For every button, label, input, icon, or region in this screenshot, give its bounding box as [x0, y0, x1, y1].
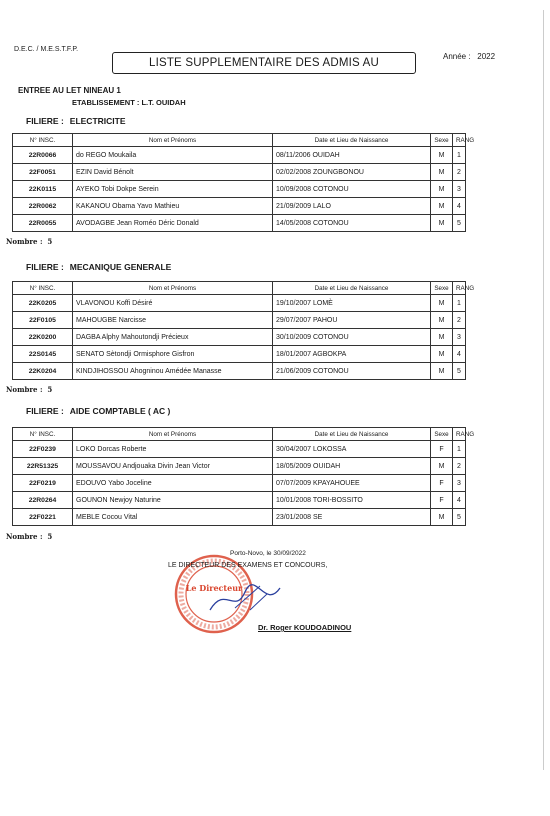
- cell-sexe: M: [431, 181, 453, 198]
- cell-insc: 22F0105: [13, 312, 73, 329]
- table-row: [13, 329, 466, 346]
- table-row: [13, 441, 466, 458]
- cell-date-lieu: [273, 492, 431, 509]
- filiere-name: AIDE COMPTABLE ( AC ): [69, 406, 171, 416]
- cell-rang: 5: [453, 215, 466, 232]
- cell-insc: 22R0066: [13, 147, 73, 164]
- table-header-row: [13, 134, 466, 147]
- col-header-nom: Nom et Prénoms: [73, 282, 273, 295]
- cell-date-lieu: [273, 295, 431, 312]
- filiere-name: MECANIQUE GENERALE: [69, 262, 172, 272]
- cell-rang: 5: [453, 363, 466, 380]
- filiere-name: ELECTRICITE: [69, 116, 126, 126]
- cell-date-lieu: [273, 147, 431, 164]
- nombre-count: [6, 385, 52, 394]
- cell-sexe: M: [431, 346, 453, 363]
- cell-nom: MOUSSAVOU Andjouaka Divin Jean Victor: [73, 458, 273, 475]
- nombre-value: 5: [47, 532, 53, 541]
- table-row: [13, 458, 466, 475]
- table-header-row: [13, 282, 466, 295]
- cell-sexe: M: [431, 164, 453, 181]
- birth-place: OUIDAH: [313, 462, 341, 470]
- handwritten-signature: [205, 580, 285, 620]
- birth-place: SE: [313, 513, 323, 521]
- table-row: [13, 363, 466, 380]
- admis-table: [12, 427, 475, 526]
- birth-place: TORI-BOSSITO: [312, 496, 363, 504]
- filiere-heading: [26, 262, 171, 272]
- nombre-label: Nombre :: [6, 237, 43, 246]
- cell-insc: 22F0051: [13, 164, 73, 181]
- signatory-title: LE DIRECTEUR DES EXAMENS ET CONCOURS,: [168, 562, 328, 569]
- cell-rang: 3: [453, 181, 466, 198]
- cell-nom: AYEKO Tobi Dokpe Serein: [73, 181, 273, 198]
- table-row: [13, 215, 466, 232]
- cell-insc: 22K0200: [13, 329, 73, 346]
- cell-insc: 22F0239: [13, 441, 73, 458]
- nombre-count: [6, 237, 52, 246]
- cell-insc: 22K0204: [13, 363, 73, 380]
- cell-insc: 22K0205: [13, 295, 73, 312]
- birth-date: 18/05/2009: [276, 462, 312, 470]
- col-header-rang: RANG: [453, 134, 466, 147]
- nombre-label: Nombre :: [6, 532, 43, 541]
- nombre-value: 5: [47, 237, 53, 246]
- table-row: [13, 198, 466, 215]
- cell-nom: LOKO Dorcas Roberte: [73, 441, 273, 458]
- cell-rang: 2: [453, 164, 466, 181]
- birth-place: KPAYAHOUEE: [313, 479, 360, 487]
- nombre-count: [6, 532, 52, 541]
- cell-rang: 1: [453, 147, 466, 164]
- col-header-insc: N° INSC.: [13, 428, 73, 441]
- col-header-date: Date et Lieu de Naissance: [273, 134, 431, 147]
- col-header-date: Date et Lieu de Naissance: [273, 282, 431, 295]
- cell-sexe: M: [431, 329, 453, 346]
- cell-nom: SENATO Sètondji Ormisphore Gisfron: [73, 346, 273, 363]
- birth-place: OUIDAH: [312, 151, 340, 159]
- birth-date: 02/02/2008: [276, 168, 312, 176]
- table-row: [13, 475, 466, 492]
- cell-rang: 5: [453, 509, 466, 526]
- birth-place: ZOUNGBONOU: [313, 168, 364, 176]
- birth-place: LOKOSSA: [313, 445, 347, 453]
- document-title: LISTE SUPPLEMENTAIRE DES ADMIS AU: [112, 52, 416, 74]
- cell-date-lieu: [273, 312, 431, 329]
- cell-nom: VLAVONOU Koffi Désiré: [73, 295, 273, 312]
- filiere-heading: [26, 116, 126, 126]
- birth-place: COTONOU: [313, 185, 349, 193]
- entry-level: ENTREE AU LET NINEAU 1: [18, 86, 121, 95]
- col-header-sexe: Sexe: [431, 134, 453, 147]
- col-header-sexe: Sexe: [431, 428, 453, 441]
- cell-date-lieu: [273, 164, 431, 181]
- cell-date-lieu: [273, 181, 431, 198]
- cell-sexe: M: [431, 458, 453, 475]
- birth-date: 29/07/2007: [276, 316, 312, 324]
- signatory-name: Dr. Roger KOUDOADINOU: [258, 623, 352, 632]
- table-row: [13, 346, 466, 363]
- establishment: ETABLISSEMENT : L.T. OUIDAH: [72, 98, 186, 107]
- cell-sexe: M: [431, 363, 453, 380]
- table-row: [13, 312, 466, 329]
- col-header-sexe: Sexe: [431, 282, 453, 295]
- cell-rang: 4: [453, 198, 466, 215]
- table-header-row: [13, 428, 466, 441]
- cell-insc: 22R51325: [13, 458, 73, 475]
- cell-sexe: M: [431, 198, 453, 215]
- birth-place: PAHOU: [313, 316, 338, 324]
- birth-date: 21/06/2009: [276, 367, 312, 375]
- table-row: [13, 164, 466, 181]
- table-row: [13, 509, 466, 526]
- cell-sexe: M: [431, 295, 453, 312]
- issuer-org: D.E.C. / M.E.S.T.F.P.: [14, 46, 79, 53]
- filiere-label: FILIERE :: [26, 406, 64, 416]
- table-row: [13, 492, 466, 509]
- cell-insc: 22S0145: [13, 346, 73, 363]
- place-date: Porto-Novo, le 30/09/2022: [230, 550, 306, 557]
- cell-sexe: F: [431, 492, 453, 509]
- filiere-label: FILIERE :: [26, 262, 64, 272]
- col-header-date: Date et Lieu de Naissance: [273, 428, 431, 441]
- cell-insc: 22F0219: [13, 475, 73, 492]
- year-value: 2022: [477, 52, 496, 61]
- col-header-nom: Nom et Prénoms: [73, 134, 273, 147]
- admis-table: [12, 133, 475, 232]
- cell-rang: 2: [453, 312, 466, 329]
- cell-sexe: M: [431, 312, 453, 329]
- admis-table: [12, 281, 475, 380]
- table-row: [13, 295, 466, 312]
- cell-date-lieu: [273, 363, 431, 380]
- cell-insc: 22R0264: [13, 492, 73, 509]
- cell-sexe: F: [431, 441, 453, 458]
- cell-nom: KINDJIHOSSOU Ahogninou Amédée Manasse: [73, 363, 273, 380]
- cell-rang: 4: [453, 346, 466, 363]
- cell-nom: AVODAGBE Jean Roméo Déric Donald: [73, 215, 273, 232]
- filiere-label: FILIERE :: [26, 116, 64, 126]
- birth-date: 30/10/2009: [276, 333, 312, 341]
- table-row: [13, 181, 466, 198]
- birth-place: COTONOU: [313, 219, 349, 227]
- cell-nom: DAGBA Alphy Mahoutondji Précieux: [73, 329, 273, 346]
- cell-insc: 22K0115: [13, 181, 73, 198]
- cell-nom: EZIN David Bénolt: [73, 164, 273, 181]
- cell-rang: 4: [453, 492, 466, 509]
- filiere-heading: [26, 406, 170, 416]
- cell-date-lieu: [273, 198, 431, 215]
- cell-nom: KAKANOU Obama Yavo Mathieu: [73, 198, 273, 215]
- cell-rang: 1: [453, 295, 466, 312]
- nombre-label: Nombre :: [6, 385, 43, 394]
- cell-sexe: M: [431, 147, 453, 164]
- birth-date: 14/05/2008: [276, 219, 312, 227]
- birth-date: 19/10/2007: [276, 299, 312, 307]
- birth-place: COTONOU: [313, 367, 349, 375]
- cell-date-lieu: [273, 215, 431, 232]
- stamp-text: Le Directeur: [185, 583, 243, 593]
- year-label: Année :: [443, 52, 471, 61]
- birth-date: 18/01/2007: [276, 350, 312, 358]
- birth-place: COTONOU: [313, 333, 349, 341]
- cell-rang: 2: [453, 458, 466, 475]
- birth-date: 10/09/2008: [276, 185, 312, 193]
- table-row: [13, 147, 466, 164]
- birth-place: LOMÈ: [313, 299, 333, 307]
- birth-place: AGBOKPA: [312, 350, 347, 358]
- birth-date: 21/09/2009: [276, 202, 312, 210]
- cell-insc: 22R0055: [13, 215, 73, 232]
- page-edge-line: [543, 10, 544, 770]
- cell-nom: MAHOUGBE Narcisse: [73, 312, 273, 329]
- cell-nom: do REGO Moukaila: [73, 147, 273, 164]
- cell-date-lieu: [273, 475, 431, 492]
- cell-rang: 3: [453, 329, 466, 346]
- birth-date: 08/11/2006: [276, 151, 311, 159]
- cell-date-lieu: [273, 441, 431, 458]
- cell-rang: 1: [453, 441, 466, 458]
- birth-place: LALO: [313, 202, 331, 210]
- year-field: [443, 52, 495, 61]
- cell-nom: EDOUVO Yabo Joceline: [73, 475, 273, 492]
- cell-nom: GOUNON Newjoy Naturine: [73, 492, 273, 509]
- col-header-nom: Nom et Prénoms: [73, 428, 273, 441]
- cell-nom: MEBLE Cocou Vital: [73, 509, 273, 526]
- birth-date: 07/07/2009: [276, 479, 312, 487]
- birth-date: 23/01/2008: [276, 513, 312, 521]
- col-header-rang: RANG: [453, 428, 466, 441]
- cell-insc: 22F0221: [13, 509, 73, 526]
- cell-sexe: F: [431, 475, 453, 492]
- cell-date-lieu: [273, 509, 431, 526]
- cell-sexe: M: [431, 215, 453, 232]
- col-header-rang: RANG: [453, 282, 466, 295]
- cell-date-lieu: [273, 329, 431, 346]
- col-header-insc: N° INSC.: [13, 134, 73, 147]
- cell-date-lieu: [273, 458, 431, 475]
- cell-sexe: M: [431, 509, 453, 526]
- birth-date: 10/01/2008: [276, 496, 312, 504]
- cell-rang: 3: [453, 475, 466, 492]
- col-header-insc: N° INSC.: [13, 282, 73, 295]
- cell-insc: 22R0062: [13, 198, 73, 215]
- birth-date: 30/04/2007: [276, 445, 312, 453]
- nombre-value: 5: [47, 385, 53, 394]
- cell-date-lieu: [273, 346, 431, 363]
